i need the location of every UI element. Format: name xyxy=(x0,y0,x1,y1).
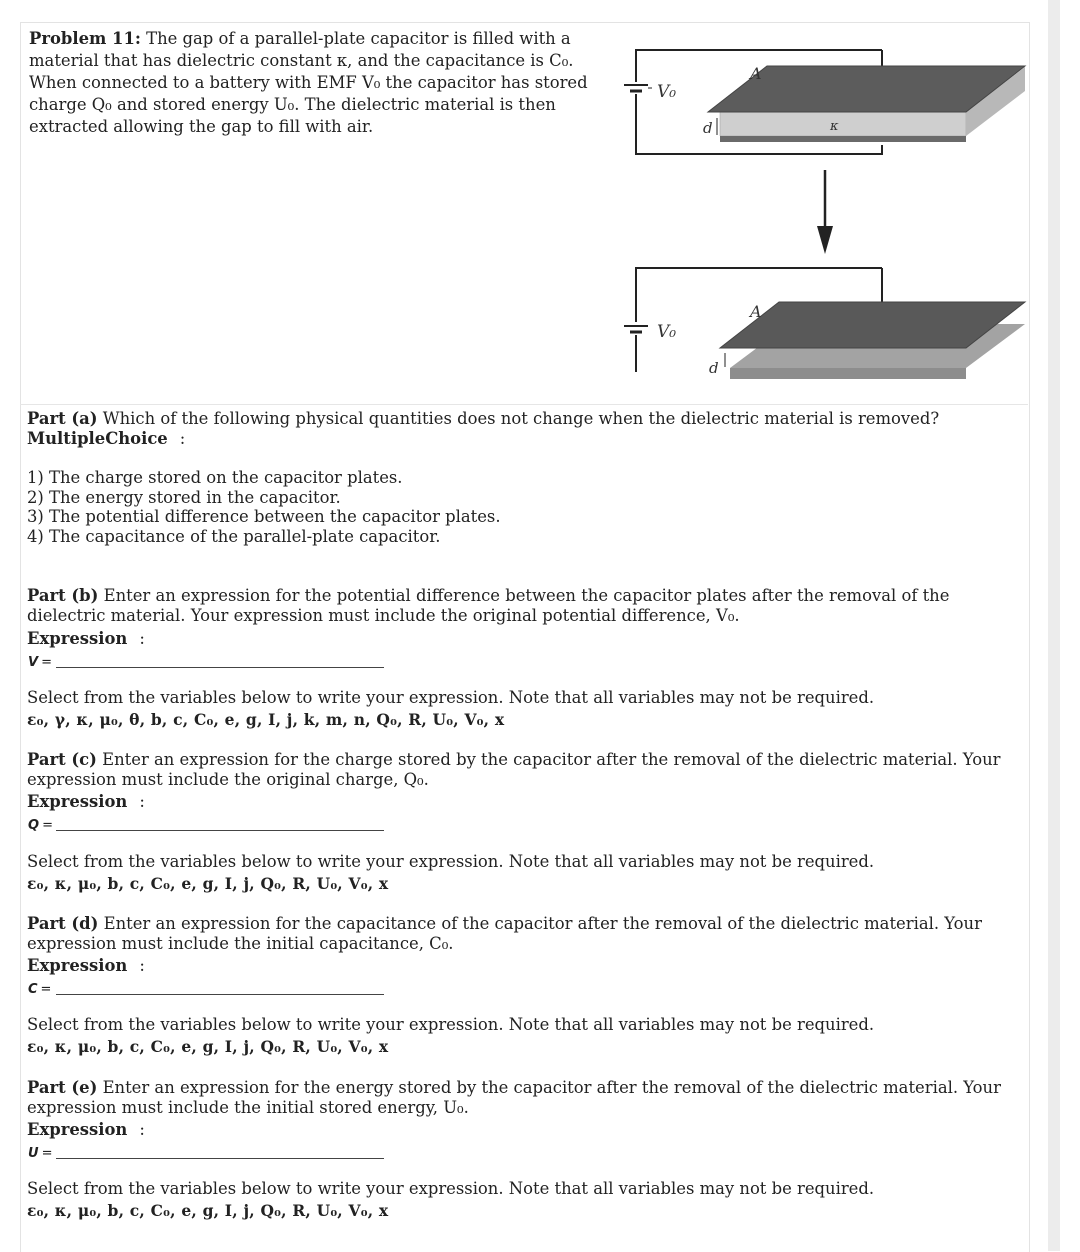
circuit-with-dielectric xyxy=(624,50,1025,154)
part-e-variables: ε₀, κ, μ₀, b, c, C₀, e, g, I, j, Q₀, R, U₀, V₀, x xyxy=(27,1201,389,1220)
part-d-text: Enter an expression for the capacitance of the capacitor after the removal of the dielectric material. Your expression must include the initial capacitance, C₀. xyxy=(27,914,982,953)
choice-2[interactable]: 2) The energy stored in the capacitor. xyxy=(27,487,341,507)
part-c-answer: Q = xyxy=(28,814,384,832)
battery-label-bottom: V₀ xyxy=(657,322,677,342)
part-b-variables: ε₀, γ, κ, μ₀, θ, b, c, C₀, e, g, I, j, k, m, n, Q₀, R, U₀, V₀, x xyxy=(27,710,505,729)
gap-label-bottom: d xyxy=(709,359,719,377)
part-b-label: Part (b) xyxy=(27,586,99,605)
part-e-text: Enter an expression for the energy stored by the capacitor after the removal of the dielectric material. Your expression must include the initial stored energy, U₀. xyxy=(27,1078,1001,1117)
part-b-var: V xyxy=(28,655,39,670)
area-label-bottom: A xyxy=(750,302,762,321)
part-d-label: Part (d) xyxy=(27,914,99,933)
part-e-var: U xyxy=(28,1146,39,1161)
down-arrow-icon xyxy=(817,170,833,254)
part-b-answer: V = xyxy=(28,651,384,669)
part-d-expression-label: Expression : xyxy=(27,956,145,975)
part-a-type: MultipleChoice : xyxy=(27,429,186,448)
part-d-var: C xyxy=(28,982,38,997)
problem-label: Problem 11: xyxy=(29,29,141,48)
part-a-label: Part (a) xyxy=(27,409,98,428)
part-c-text: Enter an expression for the charge stored by the capacitor after the removal of the dielectric material. Your expression must include the original charge, Q₀. xyxy=(27,750,1001,789)
capacitor-figure xyxy=(612,22,1028,405)
choice-3[interactable]: 3) The potential difference between the capacitor plates. xyxy=(27,507,501,527)
top-plate-lower xyxy=(720,136,966,142)
part-e-answer: U = xyxy=(28,1142,384,1160)
circuit-without-dielectric xyxy=(624,268,1025,379)
part-c-variables: ε₀, κ, μ₀, b, c, C₀, e, g, I, j, Q₀, R, U₀, V₀, x xyxy=(27,874,389,893)
part-d-question xyxy=(27,914,1007,954)
part-c-var: Q xyxy=(28,818,40,833)
dielectric-front xyxy=(720,112,966,136)
part-d-note: Select from the variables below to write your expression. Note that all variables may not be required. xyxy=(27,1015,875,1034)
choice-4[interactable]: 4) The capacitance of the parallel-plate capacitor. xyxy=(27,527,441,547)
gap-label-top: d xyxy=(703,119,713,137)
part-e-label: Part (e) xyxy=(27,1078,98,1097)
part-e-expression-label: Expression : xyxy=(27,1120,145,1139)
part-b-note: Select from the variables below to write your expression. Note that all variables may not be required. xyxy=(27,688,875,707)
part-a-text: Which of the following physical quantities does not change when the dielectric material is removed? xyxy=(102,409,940,428)
figure-divider xyxy=(20,404,1028,405)
part-c-question xyxy=(27,750,1007,790)
part-b-expression-label: Expression : xyxy=(27,629,145,648)
part-c-label: Part (c) xyxy=(27,750,97,769)
problem-statement xyxy=(29,28,609,138)
part-c-note: Select from the variables below to write your expression. Note that all variables may not be required. xyxy=(27,852,875,871)
part-b-question xyxy=(27,586,1007,626)
part-e-question xyxy=(27,1078,1007,1118)
part-d-answer: C = xyxy=(28,978,384,996)
scrollbar[interactable] xyxy=(1048,0,1060,1251)
part-a-type-label: MultipleChoice xyxy=(27,429,168,448)
area-label-top: A xyxy=(750,64,762,83)
bottom-plate-lower-edge xyxy=(730,368,966,379)
part-c-expression-label: Expression : xyxy=(27,792,145,811)
part-a-question xyxy=(27,409,1007,429)
battery-label-top: V₀ xyxy=(657,82,677,102)
problem-body: The gap of a parallel-plate capacitor is filled with a material that has dielectric constant κ, and the capacitance is C₀. When connected to a battery with EMF V₀ the capacitor has stored charge Q₀ and stored energy U₀. The dielectric material is then extracted allowing the gap to fill with air. xyxy=(29,29,588,136)
part-b-text: Enter an expression for the potential difference between the capacitor plates after the removal of the dielectric material. Your expression must include the original potential difference, V₀. xyxy=(27,586,950,625)
part-a-choices xyxy=(27,468,501,547)
kappa-label: κ xyxy=(830,119,839,134)
choice-1[interactable]: 1) The charge stored on the capacitor plates. xyxy=(27,468,403,487)
part-e-note: Select from the variables below to write your expression. Note that all variables may not be required. xyxy=(27,1179,875,1198)
part-d-variables: ε₀, κ, μ₀, b, c, C₀, e, g, I, j, Q₀, R, U₀, V₀, x xyxy=(27,1037,389,1056)
